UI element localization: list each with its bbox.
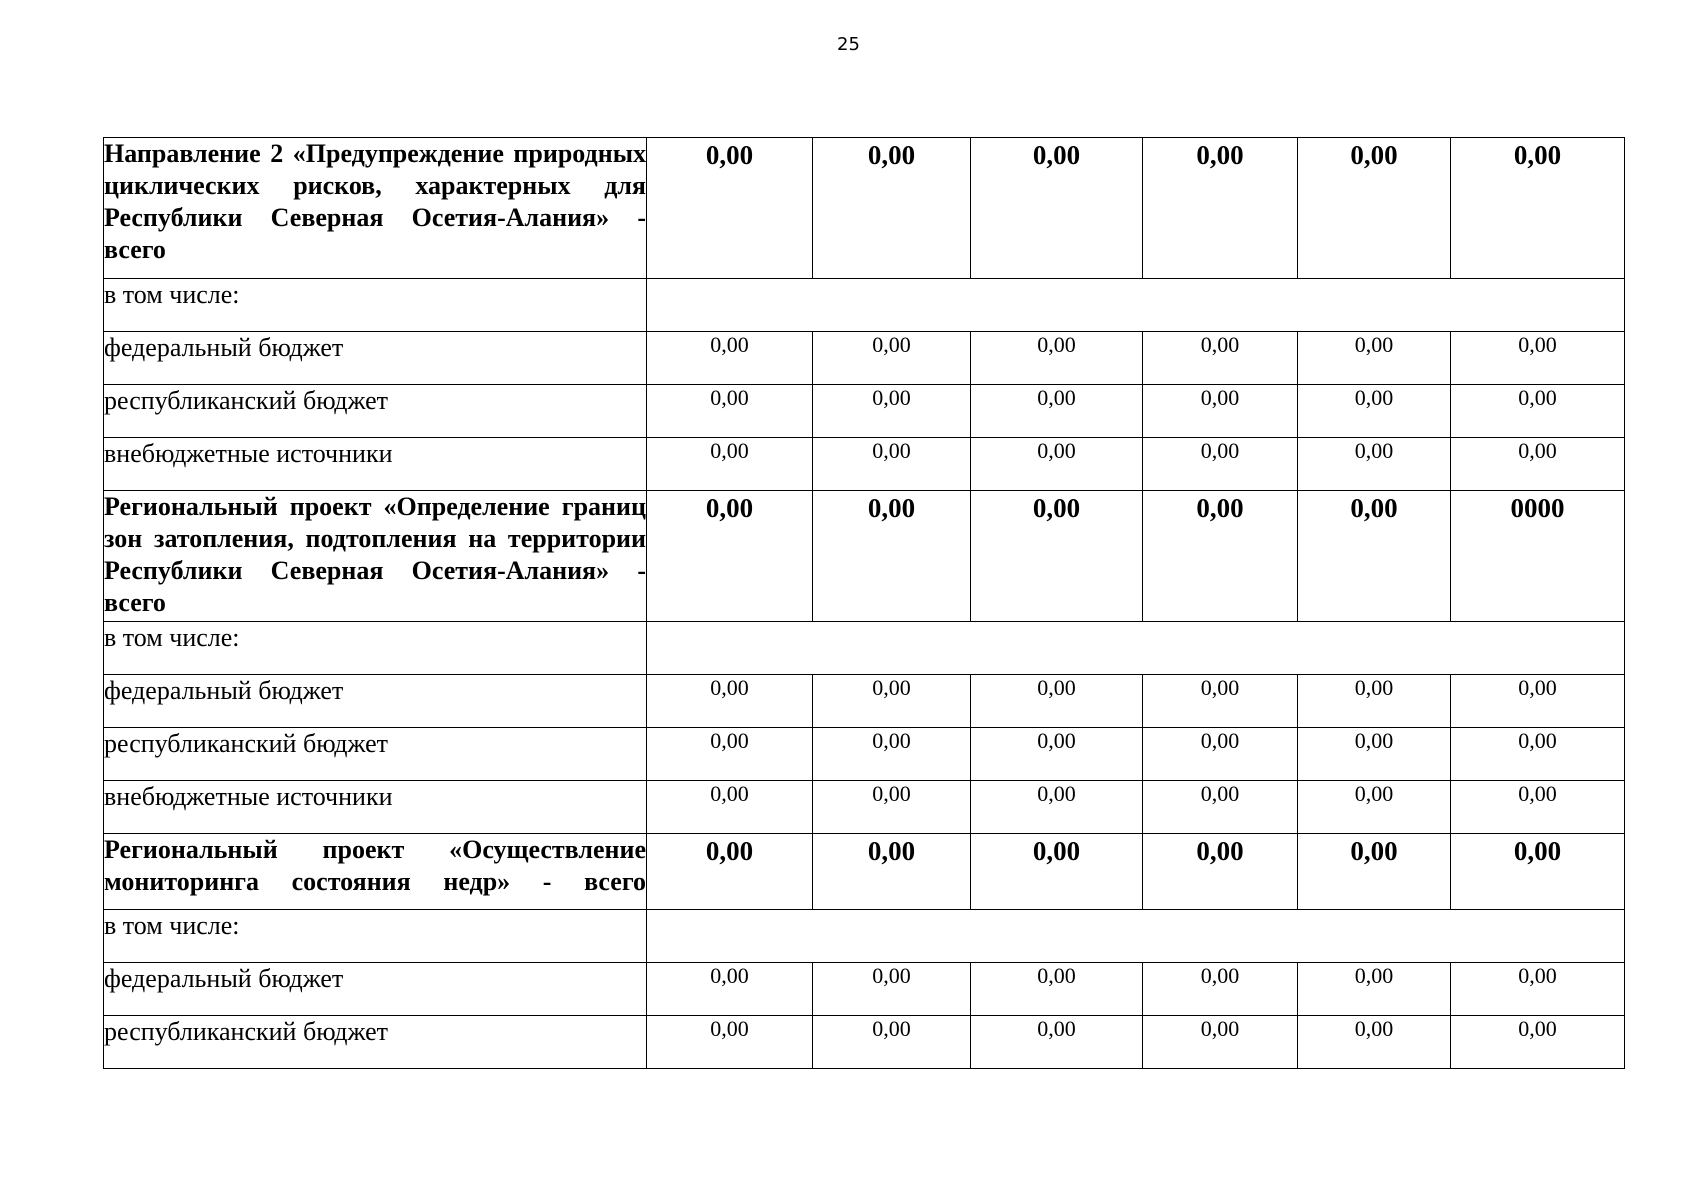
page-number: 25 <box>837 34 860 55</box>
row-label: федеральный бюджет <box>104 675 647 728</box>
value-cell: 0,00 <box>971 728 1143 781</box>
value-cell: 0,00 <box>1143 438 1298 491</box>
value-cell: 0,00 <box>1143 963 1298 1016</box>
value-cell: 0,00 <box>1451 438 1625 491</box>
value-cell: 0,00 <box>971 834 1143 910</box>
value-cell: 0,00 <box>647 834 813 910</box>
table-row <box>104 675 1625 728</box>
value-cell: 0,00 <box>1298 834 1451 910</box>
table-row <box>104 728 1625 781</box>
value-cell: 0,00 <box>971 963 1143 1016</box>
value-cell: 0,00 <box>1298 385 1451 438</box>
value-cell: 0,00 <box>813 1016 971 1069</box>
row-label: в том числе: <box>104 279 647 332</box>
value-cell: 0,00 <box>813 963 971 1016</box>
value-cell: 0,00 <box>813 385 971 438</box>
value-cell: 0,00 <box>1451 1016 1625 1069</box>
value-cell: 0,00 <box>1298 728 1451 781</box>
value-cell: 0,00 <box>1451 728 1625 781</box>
value-cell: 0,00 <box>1143 728 1298 781</box>
row-label: Направление 2 «Предупреждение природных циклических рисков, характерных для Республики Северная Осетия-Алания» - всего <box>104 138 647 279</box>
value-cell: 0,00 <box>647 332 813 385</box>
table-row <box>104 1016 1625 1069</box>
value-cell: 0,00 <box>1451 675 1625 728</box>
value-cell: 0,00 <box>1298 1016 1451 1069</box>
value-cell: 0,00 <box>1298 963 1451 1016</box>
table-row <box>104 910 1625 963</box>
value-cell: 0,00 <box>647 385 813 438</box>
value-cell: 0,00 <box>813 138 971 279</box>
value-cell: 0,00 <box>647 491 813 622</box>
value-cell: 0,00 <box>1143 138 1298 279</box>
value-cell: 0,00 <box>1451 138 1625 279</box>
value-cell: 0,00 <box>647 1016 813 1069</box>
value-cell: 0,00 <box>647 728 813 781</box>
value-cell: 0,00 <box>647 675 813 728</box>
row-label: республиканский бюджет <box>104 385 647 438</box>
value-cell: 0,00 <box>1298 138 1451 279</box>
value-cell: 0,00 <box>1143 332 1298 385</box>
table-row <box>104 438 1625 491</box>
value-cell: 0,00 <box>1298 438 1451 491</box>
value-cell: 0,00 <box>647 781 813 834</box>
value-cell: 0,00 <box>971 332 1143 385</box>
row-label: Региональный проект «Определение границ зон затопления, подтопления на территории Республики Северная Осетия-Алания» - всего <box>104 491 647 622</box>
table-row <box>104 963 1625 1016</box>
value-cell: 0,00 <box>1143 491 1298 622</box>
value-cell: 0,00 <box>971 1016 1143 1069</box>
row-label: республиканский бюджет <box>104 1016 647 1069</box>
value-cell: 0,00 <box>1143 834 1298 910</box>
value-cell: 0,00 <box>813 675 971 728</box>
value-cell: 0000 <box>1451 491 1625 622</box>
value-cell: 0,00 <box>813 491 971 622</box>
row-label: республиканский бюджет <box>104 728 647 781</box>
table-row <box>104 138 1625 279</box>
row-label: в том числе: <box>104 622 647 675</box>
table-row <box>104 781 1625 834</box>
value-cell: 0,00 <box>1451 834 1625 910</box>
value-cell: 0,00 <box>1143 1016 1298 1069</box>
table-row <box>104 622 1625 675</box>
value-cell: 0,00 <box>971 675 1143 728</box>
budget-table <box>103 137 1625 1069</box>
row-label: внебюджетные источники <box>104 438 647 491</box>
value-cell: 0,00 <box>1451 963 1625 1016</box>
table-row <box>104 491 1625 622</box>
value-cell: 0,00 <box>971 385 1143 438</box>
value-cell: 0,00 <box>813 438 971 491</box>
table-row <box>104 279 1625 332</box>
table-row <box>104 385 1625 438</box>
value-cell: 0,00 <box>971 138 1143 279</box>
value-cell: 0,00 <box>1298 332 1451 385</box>
value-cell: 0,00 <box>971 781 1143 834</box>
value-cell: 0,00 <box>971 491 1143 622</box>
empty-merged-cell <box>647 910 1625 963</box>
value-cell: 0,00 <box>1143 385 1298 438</box>
table-row <box>104 332 1625 385</box>
row-label: федеральный бюджет <box>104 332 647 385</box>
empty-merged-cell <box>647 279 1625 332</box>
table-row <box>104 834 1625 910</box>
empty-merged-cell <box>647 622 1625 675</box>
value-cell: 0,00 <box>647 138 813 279</box>
value-cell: 0,00 <box>971 438 1143 491</box>
value-cell: 0,00 <box>813 332 971 385</box>
value-cell: 0,00 <box>1298 675 1451 728</box>
value-cell: 0,00 <box>1143 781 1298 834</box>
value-cell: 0,00 <box>1298 491 1451 622</box>
value-cell: 0,00 <box>1143 675 1298 728</box>
row-label: Региональный проект «Осуществление мониторинга состояния недр» - всего <box>104 834 647 910</box>
row-label: внебюджетные источники <box>104 781 647 834</box>
value-cell: 0,00 <box>1451 781 1625 834</box>
value-cell: 0,00 <box>1451 332 1625 385</box>
value-cell: 0,00 <box>647 963 813 1016</box>
value-cell: 0,00 <box>813 834 971 910</box>
value-cell: 0,00 <box>647 438 813 491</box>
row-label: федеральный бюджет <box>104 963 647 1016</box>
row-label: в том числе: <box>104 910 647 963</box>
value-cell: 0,00 <box>1298 781 1451 834</box>
value-cell: 0,00 <box>813 781 971 834</box>
value-cell: 0,00 <box>1451 385 1625 438</box>
value-cell: 0,00 <box>813 728 971 781</box>
